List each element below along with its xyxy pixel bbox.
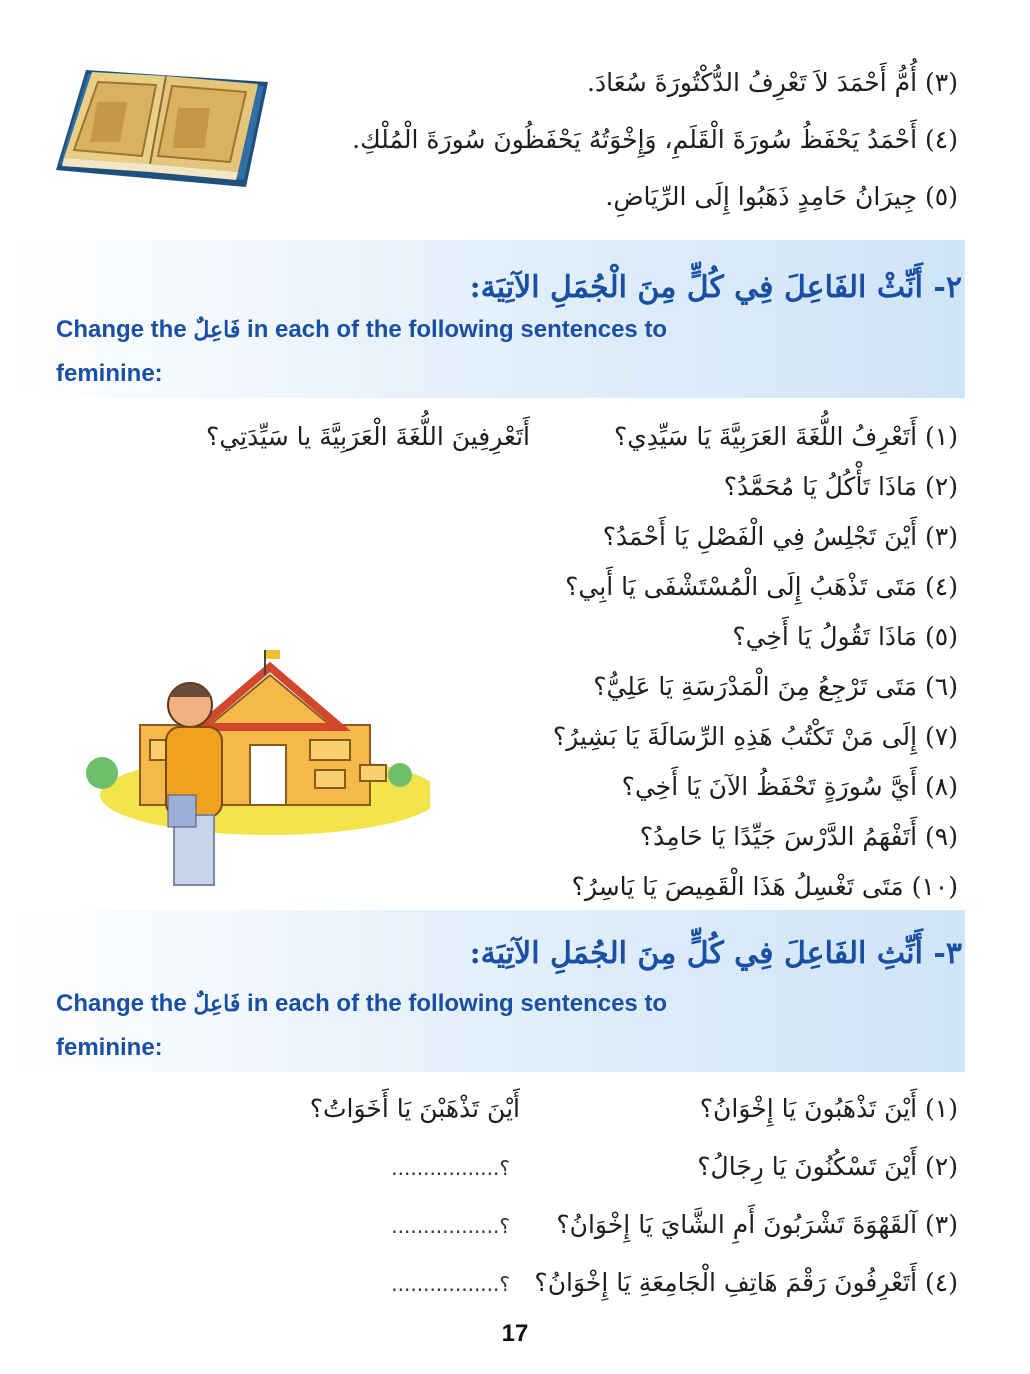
top-sentence-4 (352, 117, 958, 163)
sentence-text: مَاذَا تَأْكُلُ يَا مُحَمَّدُ؟ (723, 472, 918, 501)
list-item (498, 514, 958, 560)
list-item (498, 464, 958, 510)
sentence-number: (٢) (925, 472, 958, 501)
section-2-instruction (56, 308, 667, 352)
section-2-instruction-line2: feminine: (56, 360, 163, 387)
section-2-example-answer: أَتَعْرِفِينَ اللُّغَةَ الْعَرَبِيَّةَ يا سَيِّدَتِي؟ (206, 422, 530, 451)
sentence-number: (٣) (925, 522, 958, 551)
section-3-example-answer: أَيْنَ تَذْهَبْنَ يَا أَخَوَاتُ؟ (309, 1094, 520, 1123)
sentence-text: أُمُّ أَحْمَدَ لاَ تَعْرِفُ الدُّكْتُورَةَ سُعَادَ. (587, 68, 918, 97)
answer-blank[interactable]: ؟................. (391, 1156, 510, 1180)
instruction-before: Change the (56, 990, 187, 1017)
list-item (498, 614, 958, 660)
section-3-sentence-2 (697, 1144, 958, 1190)
sentence-number: (٥) (925, 622, 958, 651)
sentence-number: (٥) (925, 182, 958, 211)
school-illustration (70, 645, 430, 890)
page-number: 17 (501, 1320, 529, 1347)
list-item (498, 414, 958, 460)
sentence-number: (٩) (925, 822, 958, 851)
sentence-text: أَيَّ سُورَةٍ تَحْفَظُ الآنَ يَا أَخِي؟ (621, 772, 918, 801)
instruction-before: Change the (56, 316, 187, 343)
list-item (498, 864, 958, 910)
sentence-number: (٦) (925, 672, 958, 701)
instruction-after: in each of the following sentences to (247, 316, 668, 343)
instruction-term: فَاعِلٌ (193, 317, 241, 343)
section-3-sentence-4 (534, 1260, 958, 1306)
instruction-after: in each of the following sentences to (247, 990, 668, 1017)
sentence-number: (١٠) (911, 872, 958, 901)
sentence-text: أَتَفْهَمُ الدَّرْسَ جَيِّدًا يَا حَامِدُ؟ (639, 822, 918, 851)
answer-blank[interactable]: ؟................. (391, 1214, 510, 1238)
section-2-title (470, 266, 962, 310)
section-3-instruction (56, 982, 667, 1026)
list-item (498, 714, 958, 760)
list-item (498, 664, 958, 710)
sentence-text: أَتَعْرِفُونَ رَقْمَ هَاتِفِ الْجَامِعَةِ يَا إِخْوَانُ؟ (534, 1268, 918, 1297)
sentence-number: (٣) (925, 68, 958, 97)
answer-blank[interactable]: ؟................. (391, 1272, 510, 1296)
sentence-number: (٤) (925, 125, 958, 154)
sentence-text: آلقَهْوَةَ تَشْرَبُونَ أَمِ الشَّايَ يَا إِخْوَانُ؟ (556, 1210, 918, 1239)
top-sentence-5 (605, 174, 958, 220)
sentence-number: (٢) (925, 1152, 958, 1181)
list-item (498, 814, 958, 860)
sentence-number: (١) (925, 1094, 958, 1123)
section-number: ٢- (933, 270, 962, 305)
sentence-number: (٤) (925, 572, 958, 601)
section-title-ar: أَنِّثْ الفَاعِلَ فِي كُلٍّ مِنَ الْجُمَلِ الآتِيَة: (469, 270, 923, 305)
sentence-text: أَحْمَدُ يَحْفَظُ سُورَةَ الْقَلَمِ، وَإِخْوَتُهُ يَحْفَظُونَ سُورَةَ الْمُلْكِ. (352, 125, 918, 154)
section-3-sentence-1 (700, 1086, 958, 1132)
instruction-term: فَاعِلٌ (193, 991, 241, 1017)
sentence-number: (٣) (925, 1210, 958, 1239)
list-item (498, 764, 958, 810)
section-3-sentence-3 (556, 1202, 958, 1248)
section-3-title (470, 932, 962, 976)
sentence-text: أَتَعْرِفُ اللُّغَةَ العَرَبِيَّةَ يَا سَيِّدِي؟ (613, 422, 918, 451)
top-sentence-3 (587, 60, 958, 106)
sentence-number: (١) (925, 422, 958, 451)
sentence-text: أَيْنَ تَذْهَبُونَ يَا إِخْوَانُ؟ (699, 1094, 918, 1123)
sentence-text: إِلَى مَنْ تَكْتُبُ هَذِهِ الرِّسَالَةَ يَا بَشِيرُ؟ (552, 722, 918, 751)
sentence-text: جِيرَانُ حَامِدٍ ذَهَبُوا إِلَى الرِّيَاضِ. (605, 182, 918, 211)
section-3-instruction-line2: feminine: (56, 1034, 163, 1061)
sentence-number: (٨) (925, 772, 958, 801)
sentence-text: مَتَى تَذْهَبُ إِلَى الْمُسْتَشْفَى يَا أَبِي؟ (565, 572, 918, 601)
sentence-text: مَتَى تَغْسِلُ هَذَا الْقَمِيصَ يَا يَاسِرُ؟ (571, 872, 904, 901)
sentence-number: (٧) (925, 722, 958, 751)
section-title-ar: أَنِّثِ الفَاعِلَ فِي كُلٍّ مِنَ الجُمَلِ الآتِيَة: (469, 936, 923, 971)
sentence-number: (٤) (925, 1268, 958, 1297)
section-number: ٣- (933, 936, 962, 971)
quran-book-illustration (46, 52, 276, 192)
sentence-text: مَاذَا تَقُولُ يَا أَخِي؟ (732, 622, 918, 651)
section-2-list (498, 414, 958, 910)
list-item (498, 564, 958, 610)
sentence-text: أَيْنَ تَجْلِسُ فِي الْفَصْلِ يَا أَحْمَدُ؟ (602, 522, 918, 551)
sentence-text: أَيْنَ تَسْكُنُونَ يَا رِجَالُ؟ (697, 1152, 918, 1181)
sentence-text: مَتَى تَرْجِعُ مِنَ الْمَدْرَسَةِ يَا عَلِيُّ؟ (593, 672, 918, 701)
